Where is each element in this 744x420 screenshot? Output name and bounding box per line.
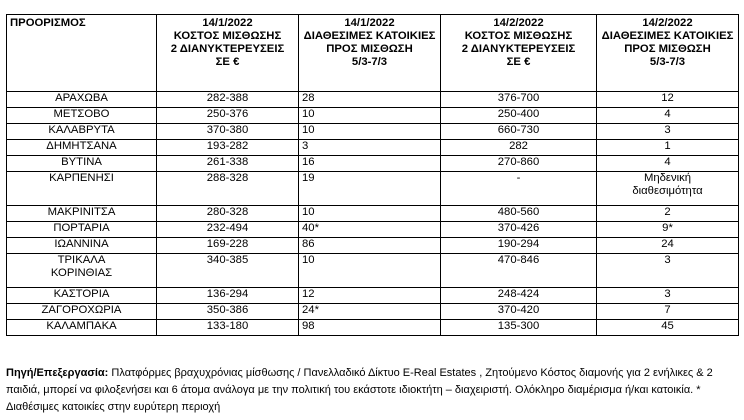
avail-jan-cell xyxy=(299,222,441,238)
avail-jan-cell xyxy=(299,140,441,156)
cell-text: 376-700 xyxy=(497,92,540,104)
cost-jan-cell xyxy=(157,140,299,156)
avail-jan-cell xyxy=(299,304,441,320)
cell-text: 193-282 xyxy=(206,140,249,152)
table-row xyxy=(7,254,739,288)
cell-text: ΤΡΙΚΑΛΑ xyxy=(57,254,106,266)
header-cost-jan xyxy=(157,15,299,92)
avail-jan-cell xyxy=(299,92,441,108)
cost-feb-cell xyxy=(441,320,597,336)
cell-text: 370-420 xyxy=(497,304,540,316)
cell-text: 3 xyxy=(664,288,671,300)
cell-text: διαθεσιμότητα xyxy=(632,185,703,197)
avail-jan-cell xyxy=(299,238,441,254)
cell-text: ΒΥΤΙΝΑ xyxy=(61,156,102,168)
cost-feb-cell xyxy=(441,92,597,108)
cell-text: 9* xyxy=(662,222,673,234)
avail-jan-cell xyxy=(299,156,441,172)
cell-text: 19 xyxy=(302,172,315,184)
cell-text: 340-385 xyxy=(206,254,249,266)
table-row xyxy=(7,206,739,222)
cost-feb-cell xyxy=(441,108,597,124)
cell-text: 282-388 xyxy=(206,92,249,104)
cell-text: 3 xyxy=(302,140,309,152)
destination-cell xyxy=(7,222,157,238)
cell-text: 232-494 xyxy=(206,222,249,234)
cell-text: 370-380 xyxy=(206,124,249,136)
cell-text: 24 xyxy=(661,238,674,250)
header-line: ΔΙΑΘΕΣΙΜΕΣ ΚΑΤΟΙΚΙΕΣ xyxy=(303,30,436,42)
cell-text: 261-338 xyxy=(206,156,249,168)
avail-feb-cell xyxy=(597,288,739,304)
cell-text: ΙΩΑΝΝΙΝΑ xyxy=(54,238,109,250)
avail-feb-cell xyxy=(597,92,739,108)
cell-text: 98 xyxy=(302,320,315,332)
cost-jan-cell xyxy=(157,288,299,304)
table-row xyxy=(7,238,739,254)
cost-jan-cell xyxy=(157,222,299,238)
cell-text: ΠΟΡΤΑΡΙΑ xyxy=(53,222,110,234)
cell-text: 45 xyxy=(661,320,674,332)
cell-text: 86 xyxy=(302,238,315,250)
cell-text: 4 xyxy=(664,108,671,120)
avail-feb-cell xyxy=(597,156,739,172)
avail-feb-cell xyxy=(597,320,739,336)
header-avail-feb xyxy=(597,15,739,92)
cost-feb-cell xyxy=(441,206,597,222)
cost-feb-cell xyxy=(441,288,597,304)
table-row xyxy=(7,320,739,336)
cell-text: 10 xyxy=(302,108,315,120)
cell-text: 40* xyxy=(302,222,319,234)
cell-text: 1 xyxy=(664,140,671,152)
cell-text: 2 xyxy=(664,206,671,218)
cost-feb-cell xyxy=(441,140,597,156)
cell-text: 250-376 xyxy=(206,108,249,120)
avail-feb-cell xyxy=(597,206,739,222)
table-row xyxy=(7,124,739,140)
avail-feb-cell xyxy=(597,140,739,156)
header-line: ΣΕ € xyxy=(215,56,240,68)
header-line: 14/2/2022 xyxy=(493,17,544,29)
header-line: ΠΡΟΣ ΜΙΣΘΩΣΗ xyxy=(326,43,413,55)
destination-cell xyxy=(7,206,157,222)
table-row xyxy=(7,140,739,156)
header-avail-jan xyxy=(299,15,441,92)
header-line: 2 ΔΙΑΝΥΚΤΕΡΕΥΣΕΙΣ xyxy=(461,43,576,55)
cell-text: 133-180 xyxy=(206,320,249,332)
cost-jan-cell xyxy=(157,304,299,320)
cell-text: ΜΑΚΡΙΝΙΤΣΑ xyxy=(47,206,116,218)
destination-cell xyxy=(7,172,157,206)
cell-text: 280-328 xyxy=(206,206,249,218)
cell-text: 136-294 xyxy=(206,288,249,300)
cell-text: 169-228 xyxy=(206,238,249,250)
cost-jan-cell xyxy=(157,238,299,254)
avail-feb-cell xyxy=(597,124,739,140)
avail-jan-cell xyxy=(299,254,441,288)
cell-text: 248-424 xyxy=(497,288,540,300)
destination-cell xyxy=(7,304,157,320)
cell-text: ΖΑΓΟΡΟΧΩΡΙΑ xyxy=(41,304,122,316)
avail-feb-cell xyxy=(597,108,739,124)
destination-cell xyxy=(7,92,157,108)
cell-text: Μηδενική xyxy=(643,172,692,184)
header-line: 14/1/2022 xyxy=(344,17,395,29)
avail-jan-cell xyxy=(299,108,441,124)
cell-text: 288-328 xyxy=(206,172,249,184)
table-row xyxy=(7,288,739,304)
cost-jan-cell xyxy=(157,124,299,140)
cell-text: 282 xyxy=(509,140,528,152)
cell-text: 10 xyxy=(302,254,315,266)
source-label: Πηγή/Επεξεργασία: xyxy=(6,367,109,379)
cell-text: ΜΕΤΣΟΒΟ xyxy=(53,108,110,120)
header-destination xyxy=(7,15,157,92)
header-line: ΚΟΣΤΟΣ ΜΙΣΘΩΣΗΣ xyxy=(464,30,573,42)
cell-text: ΚΟΡΙΝΘΙΑΣ xyxy=(50,267,113,279)
cost-feb-cell xyxy=(441,222,597,238)
avail-feb-cell xyxy=(597,238,739,254)
avail-jan-cell xyxy=(299,206,441,222)
cost-jan-cell xyxy=(157,206,299,222)
cell-text: 3 xyxy=(664,124,671,136)
header-line: ΚΟΣΤΟΣ ΜΙΣΘΩΣΗΣ xyxy=(173,30,282,42)
cell-text: 10 xyxy=(302,124,315,136)
cell-text: 16 xyxy=(302,156,315,168)
destination-cell xyxy=(7,254,157,288)
header-line: 5/3-7/3 xyxy=(351,56,388,68)
avail-feb-cell xyxy=(597,172,739,206)
cost-feb-cell xyxy=(441,124,597,140)
cell-text: ΔΗΜΗΤΣΑΝΑ xyxy=(46,140,117,152)
source-note xyxy=(6,365,738,416)
table-row xyxy=(7,108,739,124)
destination-cell xyxy=(7,238,157,254)
cell-text: 12 xyxy=(661,92,674,104)
cell-text: 12 xyxy=(302,288,315,300)
cost-jan-cell xyxy=(157,156,299,172)
cell-text: 480-560 xyxy=(497,206,540,218)
cell-text: 135-300 xyxy=(497,320,540,332)
cell-text: 270-860 xyxy=(497,156,540,168)
header-line: 2 ΔΙΑΝΥΚΤΕΡΕΥΣΕΙΣ xyxy=(170,43,285,55)
table-body xyxy=(7,92,739,336)
cell-text: ΚΑΣΤΟΡΙΑ xyxy=(53,288,110,300)
cell-text: 10 xyxy=(302,206,315,218)
cost-jan-cell xyxy=(157,254,299,288)
cell-text: 28 xyxy=(302,92,315,104)
cost-feb-cell xyxy=(441,238,597,254)
table-row xyxy=(7,156,739,172)
cell-text: 250-400 xyxy=(497,108,540,120)
cell-text: 190-294 xyxy=(497,238,540,250)
destination-cell xyxy=(7,288,157,304)
destination-cell xyxy=(7,124,157,140)
header-line: 5/3-7/3 xyxy=(649,56,686,68)
header-line: 14/2/2022 xyxy=(642,17,693,29)
cell-text: 3 xyxy=(664,254,671,266)
cell-text: 370-426 xyxy=(497,222,540,234)
header-row xyxy=(7,15,739,92)
cell-text: ΚΑΡΠΕΝΗΣΙ xyxy=(49,172,114,184)
avail-jan-cell xyxy=(299,320,441,336)
cell-text: ΚΑΛΑΒΡΥΤΑ xyxy=(48,124,115,136)
rental-table xyxy=(6,14,739,336)
cell-text: ΚΑΛΑΜΠΑΚΑ xyxy=(46,320,117,332)
cell-text: 350-386 xyxy=(206,304,249,316)
cost-feb-cell xyxy=(441,304,597,320)
cell-text: 7 xyxy=(664,304,671,316)
header-line: 14/1/2022 xyxy=(202,17,253,29)
cost-feb-cell xyxy=(441,254,597,288)
cell-text: 660-730 xyxy=(497,124,540,136)
avail-feb-cell xyxy=(597,304,739,320)
header-line: ΠΡΟΟΡΙΣΜΟΣ xyxy=(10,17,86,29)
destination-cell xyxy=(7,108,157,124)
cost-jan-cell xyxy=(157,172,299,206)
cost-jan-cell xyxy=(157,92,299,108)
cost-feb-cell xyxy=(441,156,597,172)
destination-cell xyxy=(7,320,157,336)
cell-text: 4 xyxy=(664,156,671,168)
avail-feb-cell xyxy=(597,254,739,288)
table-row xyxy=(7,222,739,238)
header-line: ΣΕ € xyxy=(506,56,531,68)
destination-cell xyxy=(7,140,157,156)
header-line: ΠΡΟΣ ΜΙΣΘΩΣΗ xyxy=(624,43,711,55)
source-text: Πλατφόρμες βραχυχρόνιας μίσθωσης / Πανελλαδικό Δίκτυο E-Real Estates , Ζητούμενο Κόστος διαμονής για 2 ενήλικες & 2 παιδιά, μπορεί να φιλοξενήσει και 6 άτομα ανάλογα με την πολιτική του εκάστοτε ιδιοκτήτη – διαχειριστή. Ολόκληρο διαμέρισμα ή/και κατοικία. * Διαθέσιμες κατοικίες στην ευρύτερη περιοχή xyxy=(6,367,713,413)
cost-feb-cell xyxy=(441,172,597,206)
avail-jan-cell xyxy=(299,172,441,206)
cell-text: ΑΡΑΧΩΒΑ xyxy=(55,92,108,104)
table-row xyxy=(7,172,739,206)
header-cost-feb xyxy=(441,15,597,92)
table-row xyxy=(7,92,739,108)
header-line: ΔΙΑΘΕΣΙΜΕΣ ΚΑΤΟΙΚΙΕΣ xyxy=(601,30,734,42)
cell-text: 470-846 xyxy=(497,254,540,266)
destination-cell xyxy=(7,156,157,172)
cost-jan-cell xyxy=(157,320,299,336)
cost-jan-cell xyxy=(157,108,299,124)
cell-text: - xyxy=(516,172,521,184)
avail-jan-cell xyxy=(299,124,441,140)
avail-feb-cell xyxy=(597,222,739,238)
avail-jan-cell xyxy=(299,288,441,304)
cell-text: 24* xyxy=(302,304,319,316)
table-row xyxy=(7,304,739,320)
